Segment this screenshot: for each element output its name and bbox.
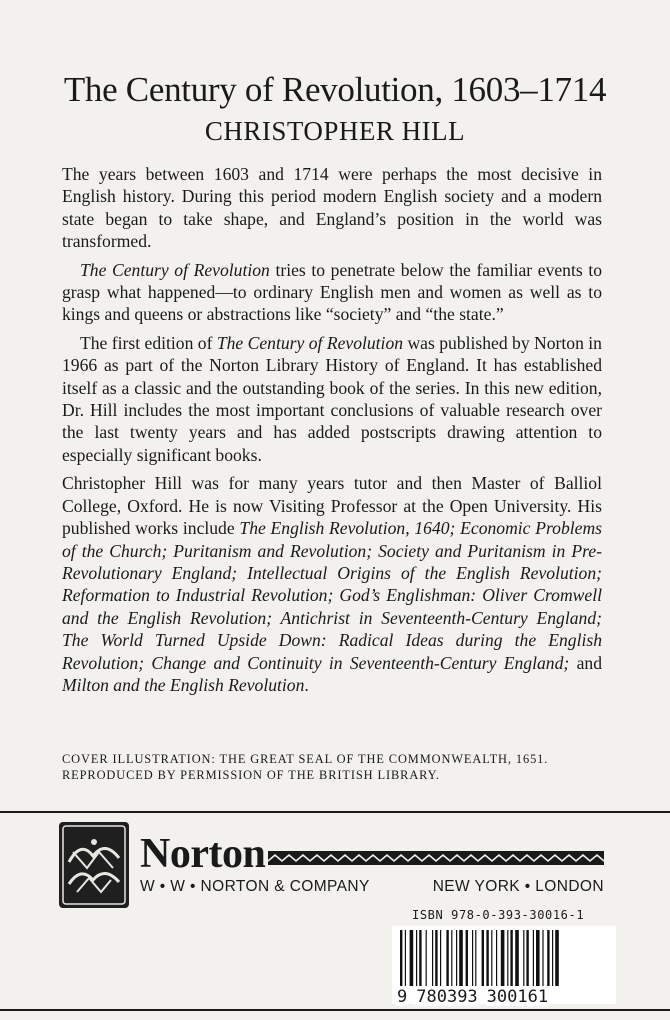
barcode-bar	[523, 930, 524, 986]
barcode-bar	[400, 930, 402, 986]
barcode-bar	[547, 930, 549, 986]
barcode-bar	[472, 930, 473, 986]
barcode-bar	[482, 930, 484, 986]
book-title: The Century of Revolution, 1603–1714	[63, 70, 607, 109]
barcode-bar	[410, 930, 414, 986]
barcode-bar	[533, 930, 534, 986]
imprint-line	[140, 877, 604, 897]
barcode-digit-first: 9	[397, 987, 408, 1007]
blurb-paragraph-2	[62, 259, 602, 326]
wave-ornament-icon	[268, 851, 604, 865]
barcode-bar	[515, 930, 519, 986]
title-reference: The Century of Revolution	[80, 259, 270, 280]
blurb-text: The first edition of	[80, 332, 217, 353]
barcode-bar	[555, 930, 559, 986]
barcode-bar	[536, 930, 540, 986]
barcode-bar	[440, 930, 441, 986]
credit-line-1: COVER ILLUSTRATION: THE GREAT SEAL OF THE COMMONWEALTH, 1651.	[62, 752, 549, 766]
bio-text: Christopher Hill was for many years tutor and then Master of Balliol College, Oxford. He is now Visiting Professor at the Open University. His published works include	[62, 473, 602, 539]
isbn-text: ISBN 978-0-393-30016-1	[412, 908, 585, 922]
barcode-bars-icon	[392, 926, 616, 986]
bio-text: and	[569, 652, 602, 673]
blurb-text: tries to penetrate below the familiar events to grasp what happened—to ordinary English men and women as well as to kings and queens or abstractions like “society” and “the state.”	[62, 259, 603, 325]
publisher-name: Norton	[140, 831, 266, 877]
title-reference: The Century of Revolution	[216, 332, 404, 353]
barcode-bar	[526, 930, 528, 986]
author-name: CHRISTOPHER HILL	[204, 116, 466, 146]
barcode-bar	[446, 930, 448, 986]
barcode-bar	[459, 930, 463, 986]
bio-text: .	[304, 674, 309, 695]
publisher-cities: NEW YORK • LONDON	[432, 878, 604, 895]
barcode-bar	[475, 930, 476, 986]
barcode-bar	[501, 930, 505, 986]
barcode-bar	[405, 930, 406, 986]
works-list-last: Milton and the English Revolution	[62, 674, 305, 695]
barcode-bar	[486, 930, 488, 986]
barcode-digits-right: 300161	[486, 987, 549, 1007]
bottom-rule	[0, 1009, 670, 1011]
barcode-bar	[510, 930, 512, 986]
barcode-bar	[456, 930, 457, 986]
barcode-bar	[496, 930, 497, 986]
works-list: The English Revolution, 1640; Economic Problems of the Church; Puritanism and Revolution; Society and Puritanism in Pre-Revolutionary England; Intellectual Origins of the English Revolution; Reformation to Industrial Revolution; God’s Englishman: Oliver Cromwell and the English Revolution; Antichrist in Seventeenth-Century England; The World Turned Upside Down: Radical Ideas during the English Revolution; Change and Continuity in Seventeenth-Century England;	[62, 518, 602, 673]
barcode-bar	[451, 930, 452, 986]
blurb-paragraph-1: The years between 1603 and 1714 were perhaps the most decisive in English history. During this period modern English society and a modern state began to take shape, and England’s position in the world was transformed.	[62, 164, 602, 252]
publisher-imprint: W • W • NORTON & COMPANY	[140, 878, 370, 895]
blurb-paragraph-3	[62, 332, 602, 466]
barcode-bar	[507, 930, 508, 986]
cover-credit	[62, 752, 622, 783]
norton-seagull-logo-icon	[59, 822, 129, 908]
barcode-bar	[466, 930, 468, 986]
author-bio	[62, 472, 602, 696]
seagull-emblem-icon	[59, 822, 129, 908]
barcode-digits	[396, 988, 608, 1006]
barcode-bar	[435, 930, 437, 986]
barcode-bar	[552, 930, 553, 986]
blurb-text: was published by Norton in 1966 as part of the Norton Library History of England. It has established itself as a classic and the outstanding book of the series. In this new edition, Dr. Hill includes the most important conclusions of valuable research over the last twenty years and has added postscripts drawing attention to especially significant books.	[62, 332, 602, 465]
barcode-bar	[426, 930, 427, 986]
divider-rule	[0, 811, 670, 813]
barcode-bar	[432, 930, 433, 986]
barcode-bar	[419, 930, 421, 986]
barcode-bar	[491, 930, 492, 986]
barcode-bar	[416, 930, 417, 986]
barcode-bar	[542, 930, 543, 986]
barcode-digits-left: 780393	[416, 987, 478, 1007]
credit-line-2: REPRODUCED BY PERMISSION OF THE BRITISH LIBRARY.	[62, 767, 440, 782]
blurb	[62, 163, 602, 702]
